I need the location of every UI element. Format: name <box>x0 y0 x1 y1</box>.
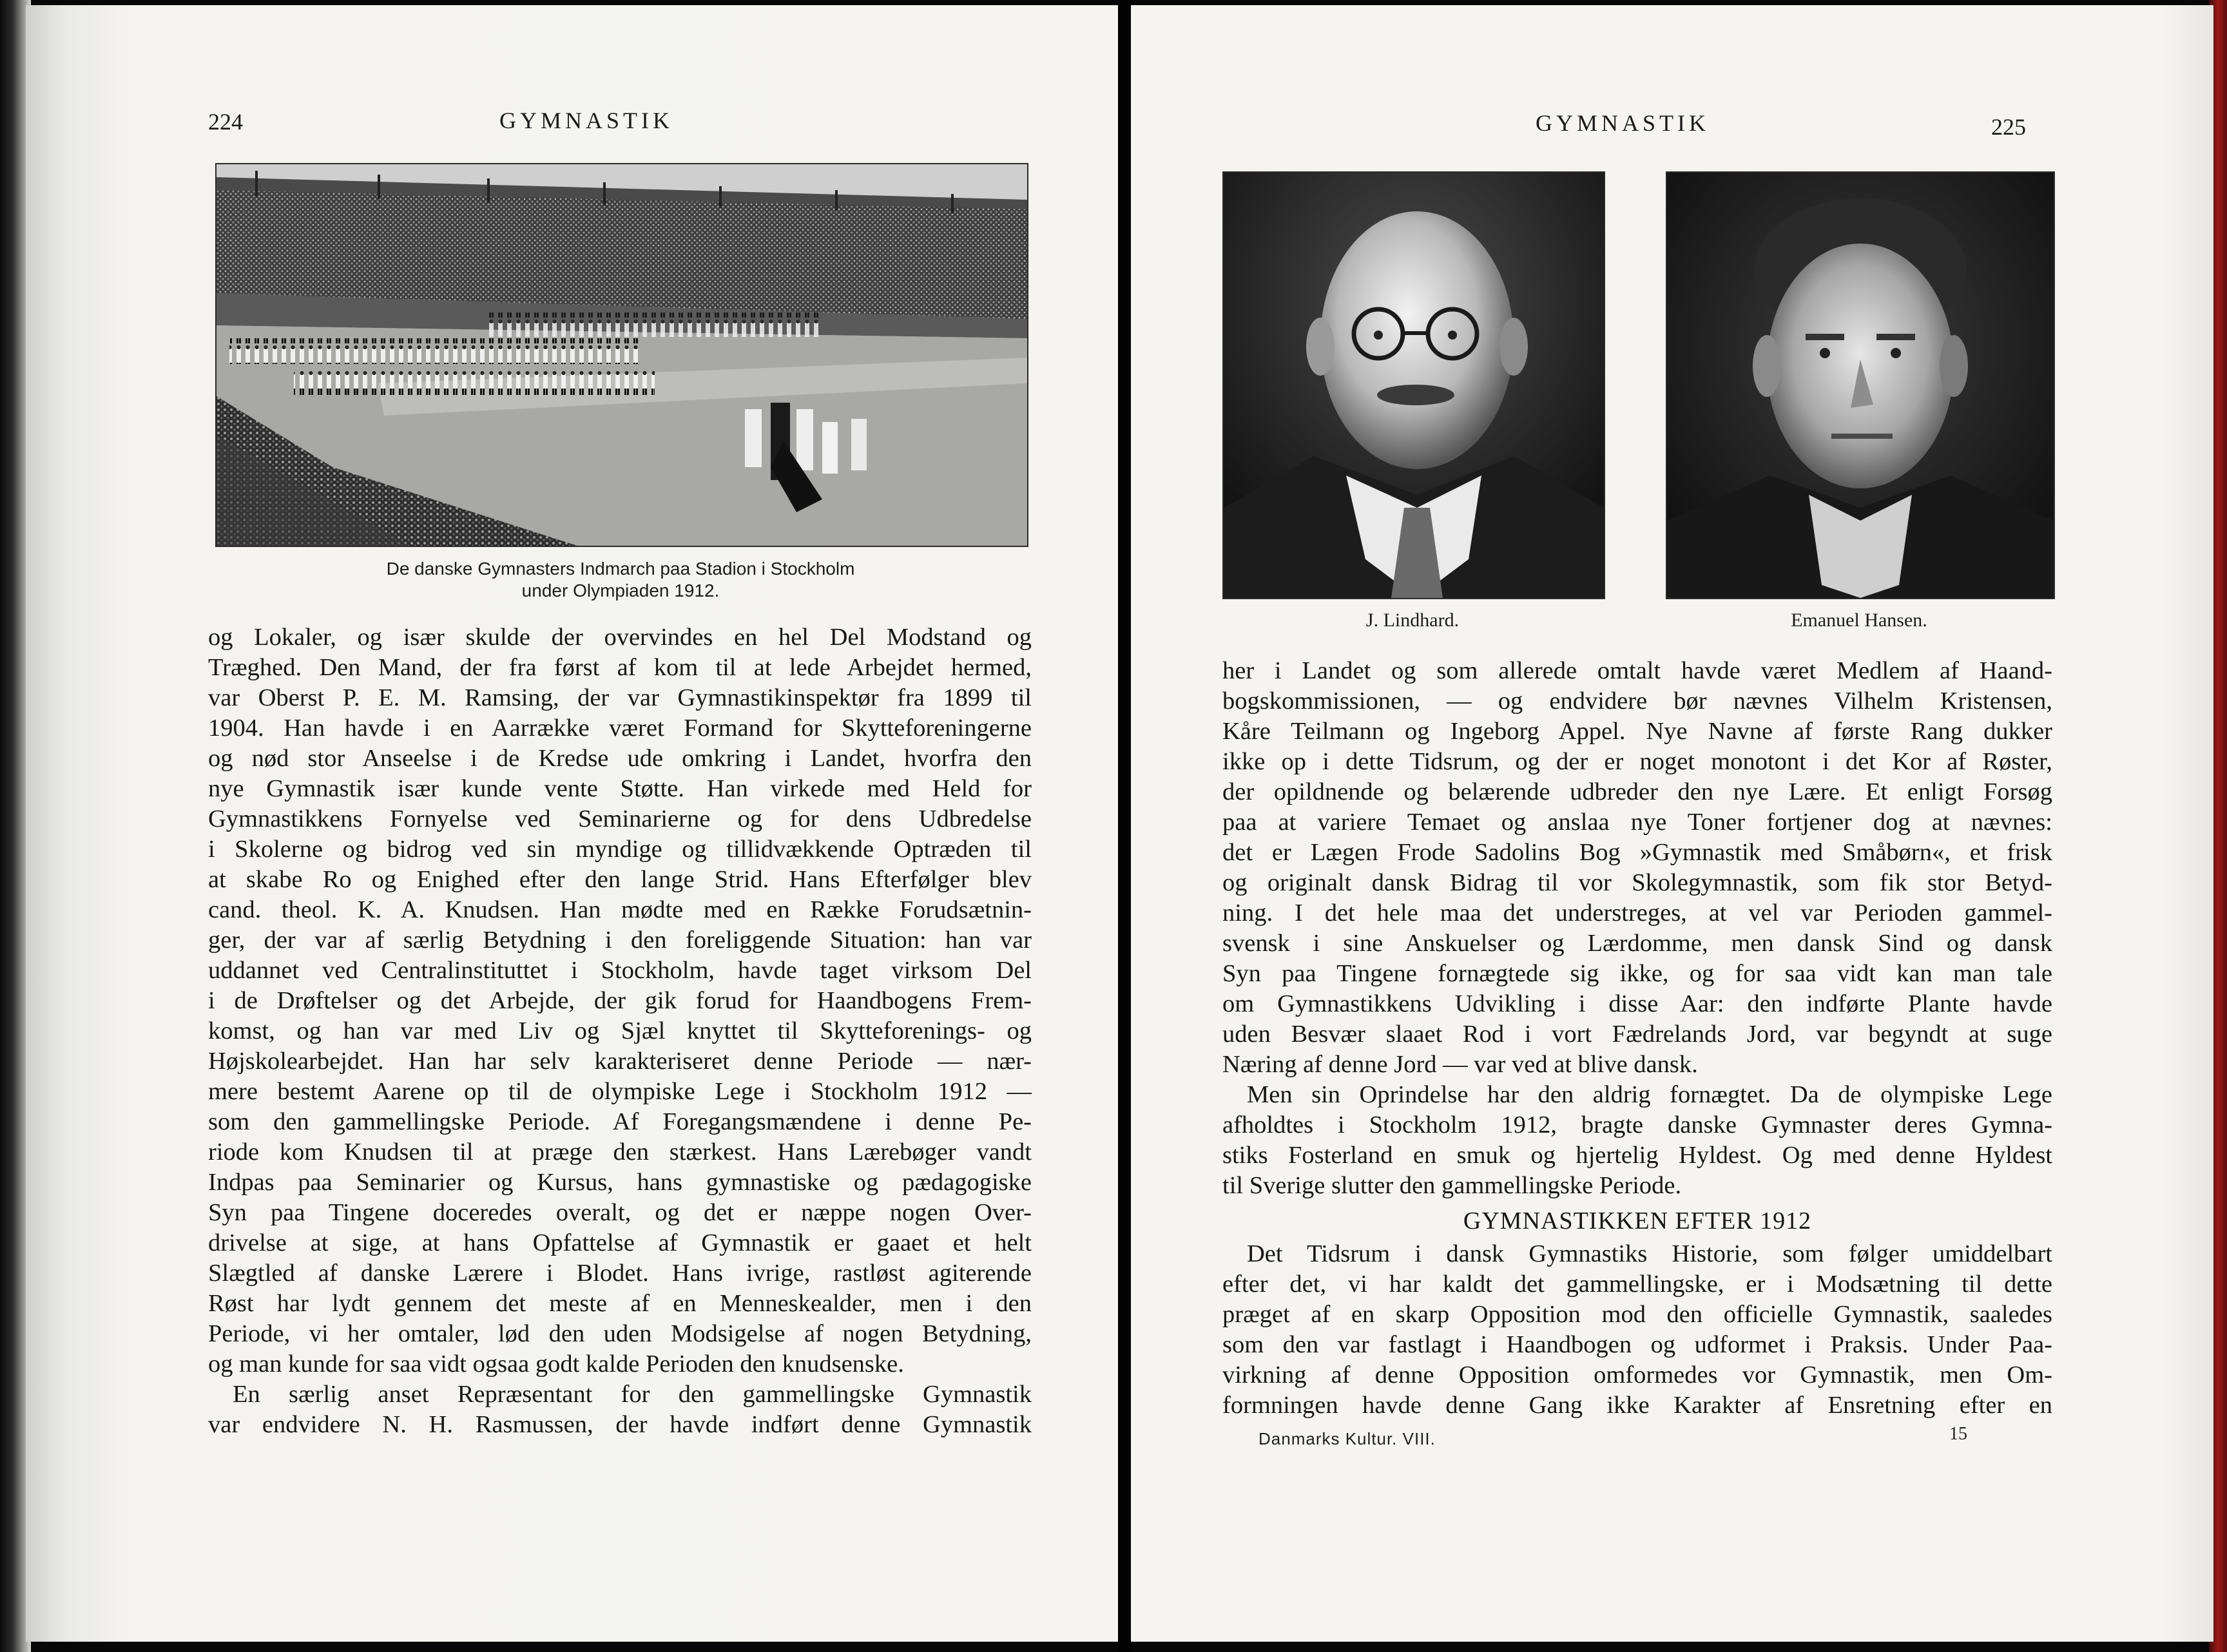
text-line: og Lokaler, og især skulde der overvindes en hel Del Modstand og <box>208 624 1032 651</box>
text-line: Slægtled af danske Lærere i Blodet. Hans ivrige, rastløst agiterende <box>208 1260 1032 1287</box>
stadium-photo-image <box>217 164 1027 546</box>
text-line: riode kom Knudsen til at præge den stærkest. Hans Lærebøger vandt <box>208 1138 1032 1166</box>
text-line: 1904. Han havde i en Aarrække været Formand for Skytteforeningerne <box>208 715 1032 742</box>
book-gutter <box>1118 0 1131 1652</box>
text-line: det er Lægen Frode Sadolins Bog »Gymnastik med Småbørn«, et frisk <box>1222 839 2052 866</box>
text-line: Næring af denne Jord — var ved at blive dansk. <box>1222 1051 1698 1078</box>
text-line: ger, der var af særlig Betydning i den foreliggende Situation: han var <box>208 927 1032 954</box>
left-body-text <box>208 622 1032 1440</box>
portrait-hansen-image <box>1667 173 2054 598</box>
text-line: Kåre Teilmann og Ingeborg Appel. Nye Navne af første Rang dukker <box>1222 718 2052 745</box>
text-line: efter det, vi har kaldt det gammellingske, er i Modsætning til dette <box>1222 1271 2052 1298</box>
text-line: i de Drøftelser og det Arbejde, der gik forud for Haandbogens Frem- <box>208 987 1032 1014</box>
text-line: Røst har lydt gennem det meste af en Menneskealder, men i den <box>208 1290 1032 1317</box>
text-line: at skabe Ro og Enighed efter den lange Strid. Hans Efterfølger blev <box>208 866 1032 893</box>
text-line: Indpas paa Seminarier og Kursus, hans gymnastiske og pædagogiske <box>208 1169 1032 1196</box>
left-page-number: 224 <box>208 109 243 135</box>
footer-signature-note: Danmarks Kultur. VIII. <box>1258 1429 1436 1448</box>
portrait-lindhard-image <box>1224 173 1604 598</box>
text-line: her i Landet og som allerede omtalt havde været Medlem af Haand- <box>1222 657 2052 684</box>
text-line: mere bestemt Aarene op til de olympiske Lege i Stockholm 1912 — <box>208 1078 1032 1105</box>
text-line: som den gammellingske Periode. Af Foregangsmændene i denne Pe- <box>208 1108 1032 1135</box>
text-line: Syn paa Tingene fornægtede sig ikke, og for saa vidt kan man tale <box>1222 960 2052 987</box>
text-line: nye Gymnastik især kunde vente Støtte. Han virkede med Held for <box>208 775 1032 802</box>
left-running-head: GYMNASTIK <box>499 108 673 133</box>
text-line: stiks Fosterland en smuk og hjertelig Hyldest. Og med denne Hyldest <box>1222 1142 2052 1169</box>
text-line: var endvidere N. H. Rasmussen, der havde indført denne Gymnastik <box>208 1411 1032 1438</box>
text-line: Træghed. Den Mand, der fra først af kom til at lede Arbejdet hermed, <box>208 654 1032 681</box>
text-line: Syn paa Tingene doceredes overalt, og det er næppe nogen Over- <box>208 1199 1032 1226</box>
text-line: som den var fastlagt i Haandbogen og udformet i Praksis. Under Paa- <box>1222 1331 2052 1358</box>
right-page <box>1131 5 2213 1642</box>
text-line: præget af en skarp Opposition mod den officielle Gymnastik, saaledes <box>1222 1301 2052 1328</box>
text-line: komst, og han var med Liv og Sjæl knyttet til Skytteforenings- og <box>208 1017 1032 1044</box>
stadium-photo-caption <box>215 558 1026 602</box>
text-line: Periode, vi her omtaler, lød den uden Modsigelse af nogen Betydning, <box>208 1320 1032 1347</box>
right-body-text <box>1222 656 2052 1201</box>
text-line: i Skolerne og bidrog ved sin myndige og tillidvækkende Optræden til <box>208 836 1032 863</box>
text-line: Det Tidsrum i dansk Gymnastiks Historie, som følger umiddelbart <box>1247 1240 2052 1267</box>
stadium-photo <box>215 163 1028 547</box>
text-line: uden Besvær slaaet Rod i vort Fædrelands Jord, var begyndt at suge <box>1222 1021 2052 1048</box>
text-line: ning. I det hele maa det understreges, at vel var Perioden gammel- <box>1222 899 2052 927</box>
text-line: svensk i sine Anskuelser og Lærdomme, men dansk Sind og dansk <box>1222 930 2052 957</box>
text-line: ikke op i dette Tidsrum, og der er noget monotont i det Kor af Røster, <box>1222 748 2052 775</box>
text-line: drivelse at sige, at hans Opfattelse af Gymnastik er gaaet et helt <box>208 1229 1032 1256</box>
text-line: virkning af denne Opposition omformedes vor Gymnastik, men Om- <box>1222 1361 2052 1388</box>
portrait-hansen-caption: Emanuel Hansen. <box>1791 610 1927 631</box>
text-line: til Sverige slutter den gammellingske Periode. <box>1222 1172 1682 1199</box>
text-line: og originalt dansk Bidrag til vor Skolegymnastik, som fik stor Betyd- <box>1222 869 2052 896</box>
portrait-lindhard <box>1222 171 1605 599</box>
caption-line-1: De danske Gymnasters Indmarch paa Stadion i Stockholm <box>386 559 855 579</box>
text-line: formningen havde denne Gang ikke Karakter af Ensretning efter en <box>1222 1392 2052 1419</box>
text-line: om Gymnastikkens Udvikling i disse Aar: den indførte Plante havde <box>1222 990 2052 1017</box>
text-line: uddannet ved Centralinstituttet i Stockholm, havde taget virksom Del <box>208 957 1032 984</box>
section-heading: GYMNASTIKKEN EFTER 1912 <box>1463 1207 1812 1234</box>
left-page <box>26 5 1118 1642</box>
text-line: cand. theol. K. A. Knudsen. Han mødte med en Række Forudsætnin- <box>208 896 1032 923</box>
right-running-head: GYMNASTIK <box>1536 110 1710 136</box>
text-line: Men sin Oprindelse har den aldrig fornægtet. Da de olympiske Lege <box>1247 1081 2052 1108</box>
text-line: bogskommissionen, — og endvidere bør nævnes Vilhelm Kristensen, <box>1222 687 2052 715</box>
portrait-hansen <box>1666 171 2055 599</box>
text-line: og nød stor Anseelse i de Kredse ude omkring i Landet, hvorfra den <box>208 745 1032 772</box>
text-line: Højskolearbejdet. Han har selv karakteriseret denne Periode — nær- <box>208 1048 1032 1075</box>
portrait-lindhard-caption: J. Lindhard. <box>1365 610 1460 631</box>
signature-number: 15 <box>1949 1424 1967 1444</box>
right-page-number: 225 <box>1991 114 2026 140</box>
text-line: paa at variere Temaet og anslaa nye Toner fortjener dog at nævnes: <box>1222 809 2052 836</box>
section-body-text <box>1222 1239 2052 1421</box>
caption-line-2: under Olympiaden 1912. <box>521 581 720 600</box>
text-line: Gymnastikkens Fornyelse ved Seminarierne og for dens Udbredelse <box>208 805 1032 832</box>
text-line: der opildnende og belærende udbreder den nye Lære. Et enligt Forsøg <box>1222 778 2052 805</box>
text-line: var Oberst P. E. M. Ramsing, der var Gymnastikinspektør fra 1899 til <box>208 684 1032 711</box>
text-line: afholdtes i Stockholm 1912, bragte danske Gymnaster deres Gymna- <box>1222 1111 2052 1138</box>
text-line: og man kunde for saa vidt ogsaa godt kalde Perioden den knudsenske. <box>208 1350 904 1378</box>
text-line: En særlig anset Repræsentant for den gammellingske Gymnastik <box>233 1381 1032 1408</box>
